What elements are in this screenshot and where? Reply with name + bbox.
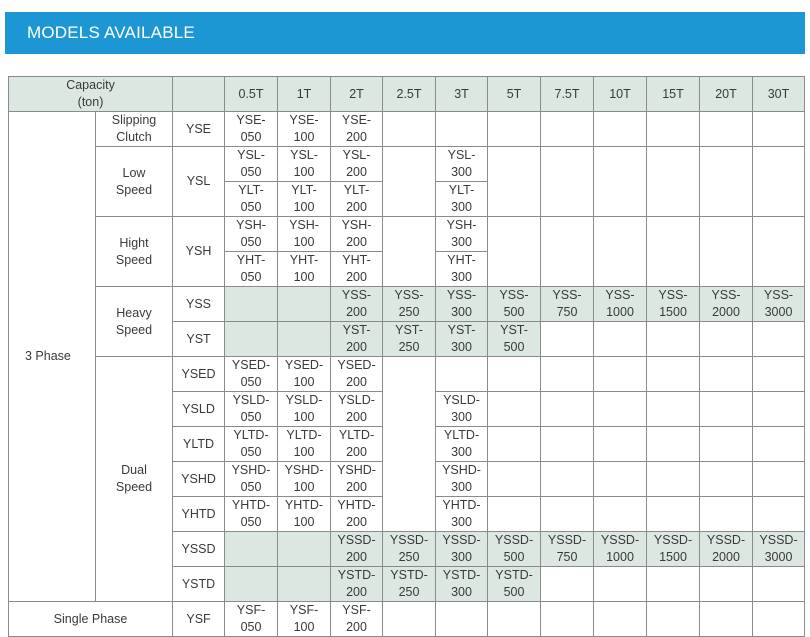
- model-cell: YST- 500: [488, 322, 541, 357]
- empty-cell: [541, 392, 594, 427]
- model-cell: YHT- 100: [278, 252, 331, 287]
- cap-0-5t: 0.5T: [225, 77, 278, 112]
- model-cell: YSLD- 300: [436, 392, 488, 427]
- type-label: Low: [122, 165, 146, 180]
- model-cell: YSSD- 750: [541, 532, 594, 567]
- empty-cell: [594, 392, 647, 427]
- empty-cell: [383, 147, 436, 217]
- code-yssd: YSSD: [173, 532, 225, 567]
- empty-cell: [647, 462, 700, 497]
- model-cell: YSF- 100: [278, 602, 331, 637]
- table-row: [9, 602, 805, 637]
- empty-cell: [753, 462, 805, 497]
- empty-cell: [594, 567, 647, 602]
- model-cell: YSL- 300: [436, 147, 488, 182]
- empty-cell: [594, 322, 647, 357]
- model-cell: YSS- 300: [436, 287, 488, 322]
- empty-cell: [753, 217, 805, 287]
- empty-cell: [753, 392, 805, 427]
- code-ystd: YSTD: [173, 567, 225, 602]
- model-cell: YSH- 200: [331, 217, 383, 252]
- model-cell: YLTD- 100: [278, 427, 331, 462]
- model-cell: YSHD- 050: [225, 462, 278, 497]
- model-cell: YSED- 100: [278, 357, 331, 392]
- empty-cell: [753, 147, 805, 217]
- empty-cell: [700, 602, 753, 637]
- model-cell: YSSD- 300: [436, 532, 488, 567]
- empty-cell: [541, 602, 594, 637]
- model-cell: YSHD- 200: [331, 462, 383, 497]
- cap-1t: 1T: [278, 77, 331, 112]
- model-cell: YLT- 300: [436, 182, 488, 217]
- cap-3t: 3T: [436, 77, 488, 112]
- code-yhtd: YHTD: [173, 497, 225, 532]
- model-cell: YST- 200: [331, 322, 383, 357]
- capacity-label: Capacity: [66, 78, 115, 92]
- model-cell: YSH- 050: [225, 217, 278, 252]
- model-cell: YSTD- 500: [488, 567, 541, 602]
- three-phase-label: 3 Phase: [9, 112, 96, 602]
- type-label: Hight: [119, 235, 149, 250]
- code-header: [173, 77, 225, 112]
- type-hight-speed: [96, 217, 173, 287]
- empty-cell: [488, 602, 541, 637]
- code-ysh: YSH: [173, 217, 225, 287]
- capacity-unit: (ton): [77, 95, 104, 109]
- empty-cell: [225, 322, 278, 357]
- cap-2-5t: 2.5T: [383, 77, 436, 112]
- model-cell: YSED- 200: [331, 357, 383, 392]
- empty-cell: [541, 497, 594, 532]
- empty-cell: [488, 112, 541, 147]
- empty-cell: [700, 567, 753, 602]
- model-cell: YSTD- 300: [436, 567, 488, 602]
- empty-cell: [383, 217, 436, 287]
- model-cell: YLTD- 200: [331, 427, 383, 462]
- cap-2t: 2T: [331, 77, 383, 112]
- type-label: Speed: [115, 322, 153, 337]
- empty-cell: [436, 602, 488, 637]
- type-slipping-clutch: [96, 112, 173, 147]
- capacity-header: [9, 77, 173, 112]
- model-cell: YSSD- 3000: [753, 532, 805, 567]
- empty-cell: [383, 112, 436, 147]
- model-cell: YSH- 300: [436, 217, 488, 252]
- empty-cell: [541, 112, 594, 147]
- banner-title: MODELS AVAILABLE: [27, 23, 195, 42]
- model-cell: YHTD- 200: [331, 497, 383, 532]
- empty-cell: [647, 392, 700, 427]
- cap-7-5t: 7.5T: [541, 77, 594, 112]
- empty-cell: [225, 567, 278, 602]
- empty-cell: [753, 497, 805, 532]
- empty-cell: [541, 322, 594, 357]
- model-cell: YSSD- 1500: [647, 532, 700, 567]
- empty-cell: [753, 112, 805, 147]
- empty-cell: [488, 392, 541, 427]
- empty-cell: [594, 427, 647, 462]
- model-cell: YSSD- 250: [383, 532, 436, 567]
- model-cell: YSHD- 100: [278, 462, 331, 497]
- empty-cell: [594, 147, 647, 217]
- model-cell: YST- 300: [436, 322, 488, 357]
- type-label: Clutch: [116, 130, 152, 144]
- model-cell: YHT- 200: [331, 252, 383, 287]
- empty-cell: [541, 427, 594, 462]
- empty-cell: [541, 567, 594, 602]
- model-cell: YLT- 100: [278, 182, 331, 217]
- empty-cell: [488, 462, 541, 497]
- type-label: Dual: [121, 463, 147, 477]
- model-cell: YSL- 100: [278, 147, 331, 182]
- model-cell: YSS- 2000: [700, 287, 753, 322]
- single-phase-label: Single Phase: [9, 602, 173, 637]
- empty-cell: [488, 217, 541, 287]
- model-cell: YSF- 200: [331, 602, 383, 637]
- model-cell: YSS- 200: [331, 287, 383, 322]
- empty-cell: [488, 497, 541, 532]
- table-row: [9, 147, 805, 182]
- model-cell: YHTD- 100: [278, 497, 331, 532]
- empty-cell: [753, 427, 805, 462]
- empty-cell: [700, 392, 753, 427]
- empty-cell: [753, 602, 805, 637]
- code-yltd: YLTD: [173, 427, 225, 462]
- empty-cell: [700, 147, 753, 217]
- empty-cell: [278, 322, 331, 357]
- type-heavy-speed: [96, 287, 173, 357]
- model-cell: YHT- 300: [436, 252, 488, 287]
- empty-cell: [753, 322, 805, 357]
- empty-cell: [594, 357, 647, 392]
- empty-cell: [278, 567, 331, 602]
- model-cell: YSLD- 100: [278, 392, 331, 427]
- table-row: [9, 217, 805, 252]
- code-yshd: YSHD: [173, 462, 225, 497]
- code-ysf: YSF: [173, 602, 225, 637]
- model-cell: YHT- 050: [225, 252, 278, 287]
- type-label: Heavy: [116, 305, 152, 320]
- header-row: [9, 77, 805, 112]
- empty-cell: [594, 112, 647, 147]
- empty-cell: [225, 532, 278, 567]
- cap-15t: 15T: [647, 77, 700, 112]
- code-ysl: YSL: [173, 147, 225, 217]
- model-cell: YSS- 1500: [647, 287, 700, 322]
- cap-10t: 10T: [594, 77, 647, 112]
- table-row: [9, 112, 805, 147]
- empty-cell: [753, 567, 805, 602]
- empty-cell: [541, 462, 594, 497]
- cap-20t: 20T: [700, 77, 753, 112]
- empty-cell: [647, 322, 700, 357]
- model-cell: YSF- 050: [225, 602, 278, 637]
- empty-cell: [383, 602, 436, 637]
- empty-cell: [436, 357, 488, 392]
- model-cell: YSS- 500: [488, 287, 541, 322]
- empty-cell: [647, 602, 700, 637]
- model-cell: YLTD- 050: [225, 427, 278, 462]
- empty-cell: [488, 147, 541, 217]
- empty-cell: [594, 217, 647, 287]
- type-label: Slipping: [111, 113, 157, 127]
- empty-cell: [383, 357, 436, 532]
- model-cell: YHTD- 050: [225, 497, 278, 532]
- model-cell: YSS- 250: [383, 287, 436, 322]
- empty-cell: [541, 217, 594, 287]
- model-cell: YSE- 050: [225, 112, 278, 147]
- model-cell: YSL- 050: [225, 147, 278, 182]
- empty-cell: [594, 497, 647, 532]
- model-cell: YST- 250: [383, 322, 436, 357]
- empty-cell: [700, 357, 753, 392]
- model-cell: YSS- 3000: [753, 287, 805, 322]
- model-cell: YSS- 750: [541, 287, 594, 322]
- empty-cell: [647, 217, 700, 287]
- empty-cell: [647, 497, 700, 532]
- empty-cell: [700, 427, 753, 462]
- model-cell: YSL- 200: [331, 147, 383, 182]
- empty-cell: [700, 217, 753, 287]
- model-cell: YSTD- 200: [331, 567, 383, 602]
- model-cell: YSSD- 200: [331, 532, 383, 567]
- model-cell: YSE- 200: [331, 112, 383, 147]
- page-banner: [5, 12, 805, 54]
- model-cell: YLTD- 300: [436, 427, 488, 462]
- model-cell: YSSD- 500: [488, 532, 541, 567]
- empty-cell: [594, 602, 647, 637]
- cap-5t: 5T: [488, 77, 541, 112]
- model-cell: YSLD- 200: [331, 392, 383, 427]
- model-cell: YSLD- 050: [225, 392, 278, 427]
- empty-cell: [541, 147, 594, 217]
- type-dual-speed: [96, 357, 173, 602]
- type-label: Speed: [115, 252, 153, 267]
- empty-cell: [225, 287, 278, 322]
- model-cell: YSE- 100: [278, 112, 331, 147]
- code-ysed: YSED: [173, 357, 225, 392]
- empty-cell: [647, 147, 700, 217]
- type-label: Speed: [115, 480, 153, 494]
- model-cell: YSH- 100: [278, 217, 331, 252]
- code-yse: YSE: [173, 112, 225, 147]
- empty-cell: [278, 532, 331, 567]
- empty-cell: [647, 427, 700, 462]
- model-cell: YSTD- 250: [383, 567, 436, 602]
- empty-cell: [488, 357, 541, 392]
- model-cell: YLT- 200: [331, 182, 383, 217]
- model-cell: YSHD- 300: [436, 462, 488, 497]
- table-row: [9, 287, 805, 322]
- empty-cell: [541, 357, 594, 392]
- type-label: Speed: [115, 182, 153, 197]
- empty-cell: [278, 287, 331, 322]
- model-cell: YSSD- 1000: [594, 532, 647, 567]
- cap-30t: 30T: [753, 77, 805, 112]
- empty-cell: [753, 357, 805, 392]
- empty-cell: [700, 462, 753, 497]
- empty-cell: [647, 357, 700, 392]
- code-yss: YSS: [173, 287, 225, 322]
- model-cell: YLT- 050: [225, 182, 278, 217]
- empty-cell: [700, 112, 753, 147]
- model-cell: YHTD- 300: [436, 497, 488, 532]
- models-table: [8, 76, 805, 637]
- empty-cell: [436, 112, 488, 147]
- model-cell: YSSD- 2000: [700, 532, 753, 567]
- code-ysld: YSLD: [173, 392, 225, 427]
- empty-cell: [700, 497, 753, 532]
- empty-cell: [488, 427, 541, 462]
- model-cell: YSED- 050: [225, 357, 278, 392]
- empty-cell: [647, 112, 700, 147]
- type-low-speed: [96, 147, 173, 217]
- empty-cell: [594, 462, 647, 497]
- empty-cell: [647, 567, 700, 602]
- model-cell: YSS- 1000: [594, 287, 647, 322]
- code-yst: YST: [173, 322, 225, 357]
- empty-cell: [700, 322, 753, 357]
- table-row: [9, 357, 805, 392]
